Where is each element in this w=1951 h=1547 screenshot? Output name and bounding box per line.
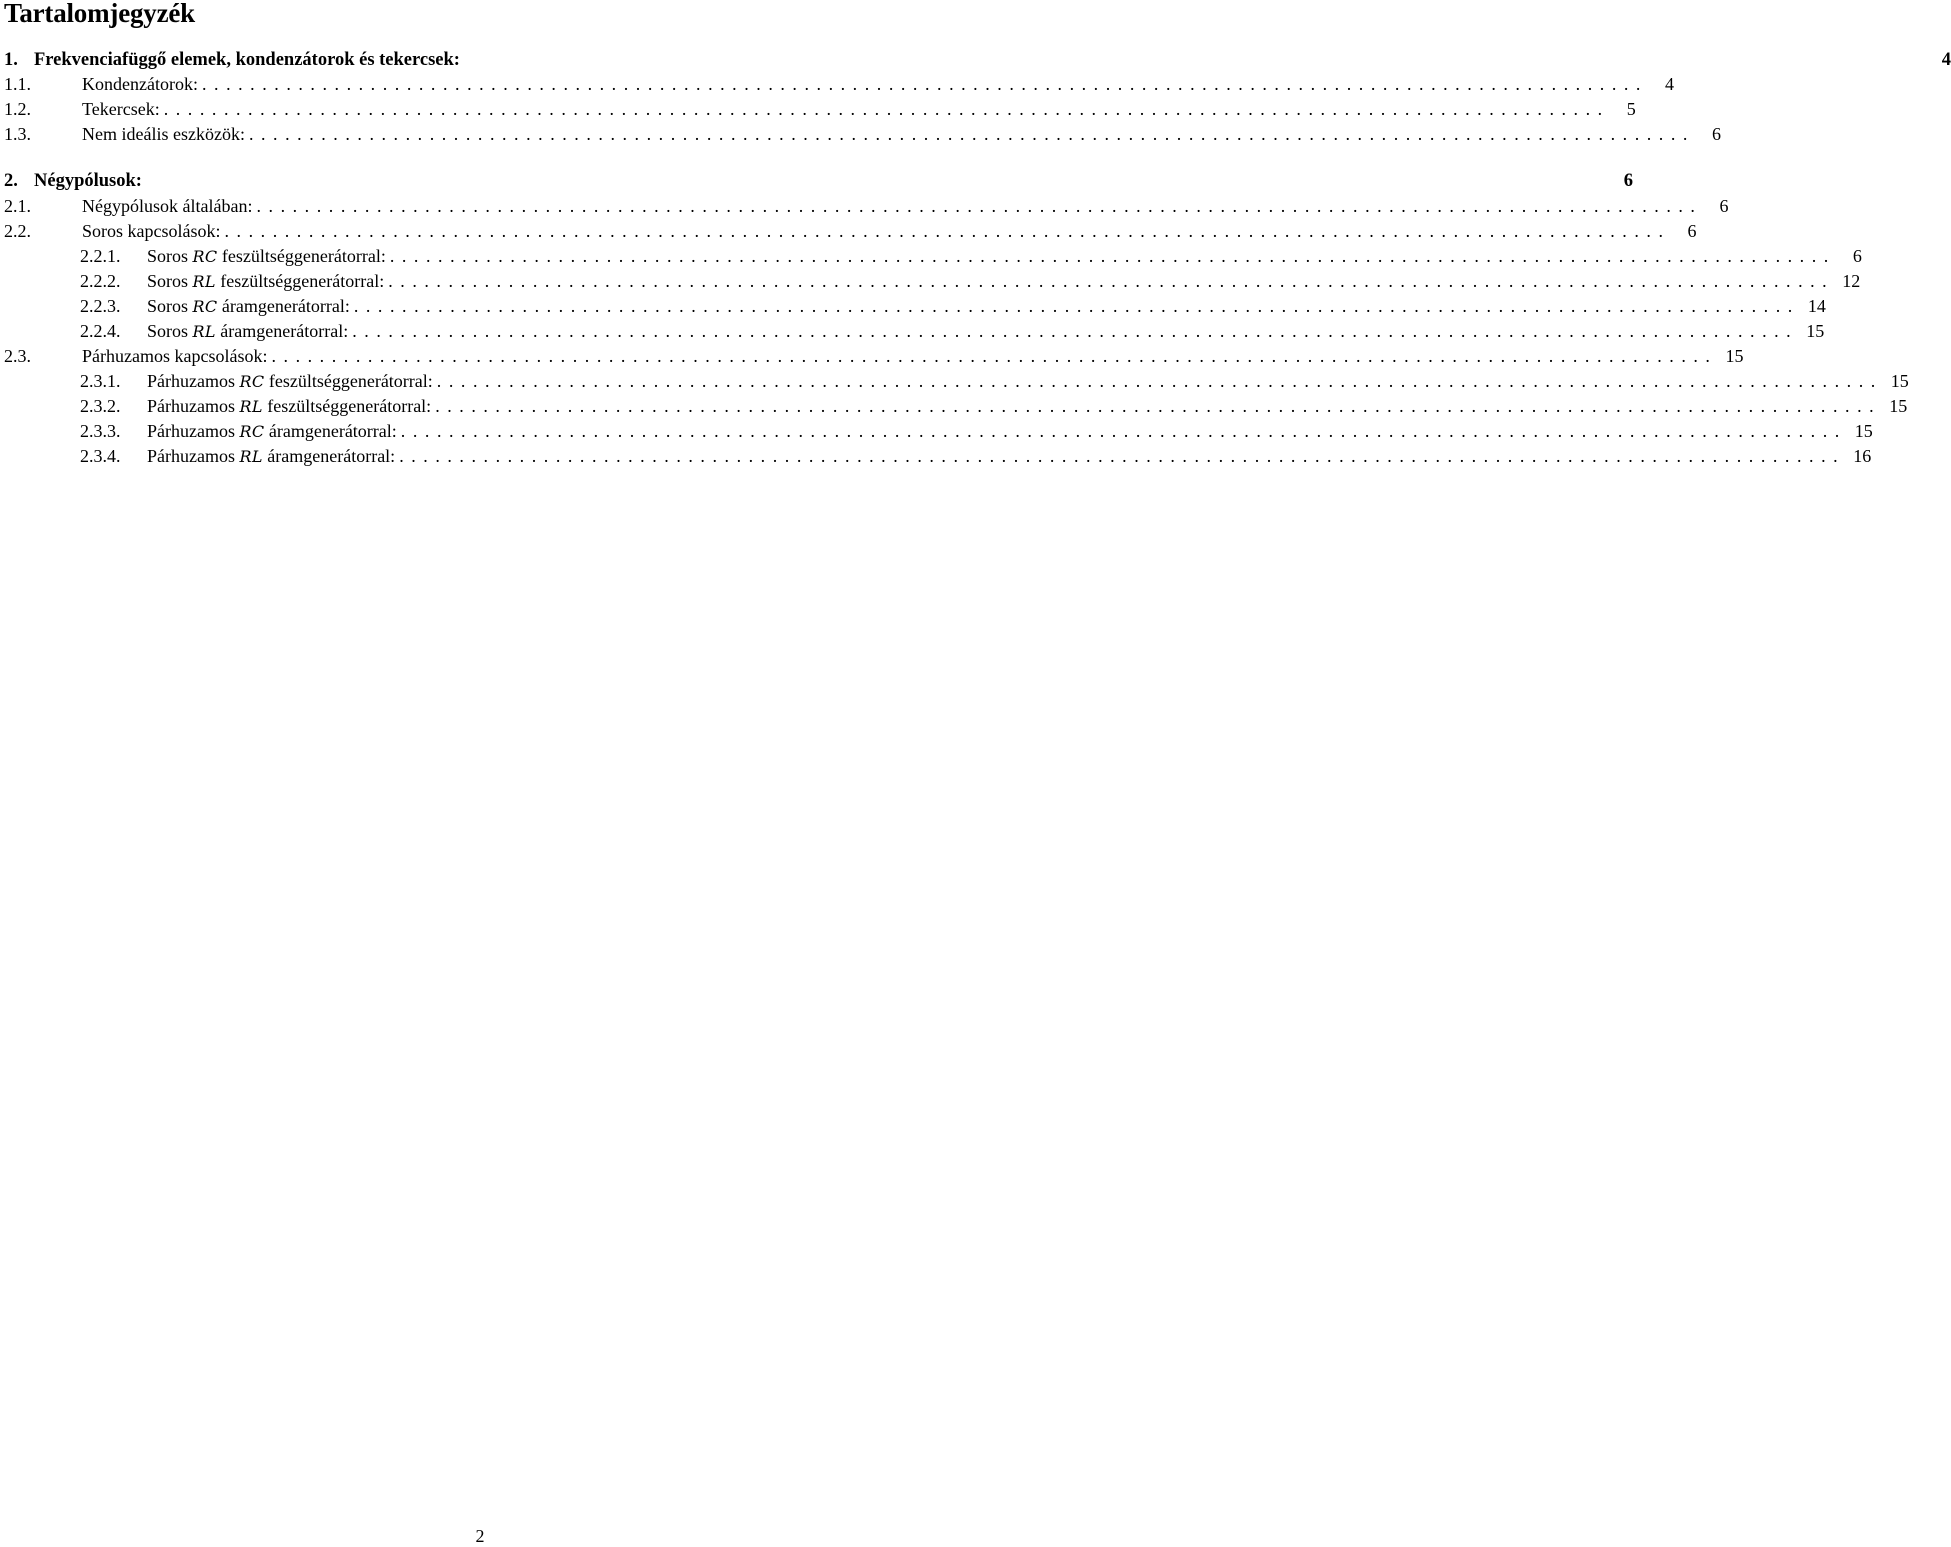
page-title: Tartalomjegyzék xyxy=(4,0,195,28)
toc-dot-leader: ........................................................................................................................ xyxy=(353,296,1800,316)
toc-entry-number: 2.2.2. xyxy=(80,271,121,291)
toc-entry-number: 2.2.3. xyxy=(80,296,121,316)
toc-entry-title-suffix: feszültséggenerátorral: xyxy=(215,271,385,291)
toc-entry-page: 6 xyxy=(1711,124,1721,144)
toc-entry-page: 15 xyxy=(1854,421,1873,441)
toc-entry-title-suffix: feszültséggenerátorral: xyxy=(264,371,433,391)
toc-entry[interactable] xyxy=(4,49,1951,71)
toc-dot-leader: ........................................................................................................................ xyxy=(248,124,1695,144)
toc-dot-leader: ........................................................................................................................ xyxy=(400,421,1847,441)
toc-entry-number: 2.3.3. xyxy=(80,421,121,441)
toc-entry-title-suffix: áramgenerátorral: xyxy=(264,421,397,441)
toc-entry-number: 2.2.4. xyxy=(80,321,121,341)
toc-entry-math: RL xyxy=(239,447,263,466)
toc-entry-number: 1.3. xyxy=(4,124,31,144)
toc-entry-page: 15 xyxy=(1889,396,1908,416)
toc-entry-title: Tekercsek: xyxy=(82,99,160,119)
toc-entry[interactable] xyxy=(4,345,1744,367)
toc-entry-title: Frekvenciafüggő elemek, kondenzátorok és tekercsek: xyxy=(34,50,460,70)
toc-entry-title-prefix: Párhuzamos xyxy=(147,371,240,391)
toc-entry-math: RC xyxy=(192,247,218,266)
toc-entry[interactable] xyxy=(4,73,1674,95)
toc-entry-math: RL xyxy=(239,397,263,416)
toc-entry-math: RC xyxy=(239,422,265,441)
toc-entry-title: Párhuzamos kapcsolások: xyxy=(82,346,268,366)
toc-entry[interactable] xyxy=(80,395,1908,417)
toc-entry-page: 6 xyxy=(1852,246,1862,266)
toc-entry-page: 6 xyxy=(1687,221,1697,241)
toc-entry[interactable] xyxy=(80,445,1872,467)
toc-entry-title-prefix: Soros xyxy=(147,321,193,341)
toc-entry-page: 12 xyxy=(1842,271,1861,291)
toc-entry-math: RL xyxy=(192,322,216,341)
toc-entry-title-suffix: feszültséggenerátorral: xyxy=(217,246,386,266)
toc-entry-title xyxy=(147,295,350,318)
toc-entry-title xyxy=(147,420,397,443)
toc-entry-number: 2.3.2. xyxy=(80,396,121,416)
toc-entry-number: 2.3.4. xyxy=(80,446,121,466)
toc-entry-number: 2.2. xyxy=(4,221,31,241)
toc-entry-page: 15 xyxy=(1725,346,1744,366)
toc-entry-title: Négypólusok: xyxy=(34,171,142,191)
toc-entry-math: RC xyxy=(192,297,218,316)
toc-entry[interactable] xyxy=(4,170,1633,192)
toc-entry-title-prefix: Soros xyxy=(147,246,193,266)
toc-entry[interactable] xyxy=(4,195,1729,217)
toc-dot-leader: ........................................................................................................................ xyxy=(436,371,1883,391)
toc-dot-leader: ........................................................................................................................ xyxy=(389,246,1836,266)
toc-entry-page: 4 xyxy=(1941,50,1951,70)
toc-entry-title-suffix: áramgenerátorral: xyxy=(215,321,349,341)
toc-entry[interactable] xyxy=(4,123,1721,145)
toc-entry-title: Nem ideális eszközök: xyxy=(82,124,245,144)
toc-entry-title xyxy=(147,320,348,343)
page-number: 2 xyxy=(475,1526,485,1546)
toc-entry-number: 2.1. xyxy=(4,196,31,216)
toc-entry-number: 1.2. xyxy=(4,99,31,119)
toc-dot-leader: ........................................................................................................................ xyxy=(388,271,1835,291)
toc-entry-page: 16 xyxy=(1853,446,1872,466)
toc-dot-leader: ........................................................................................................................ xyxy=(163,99,1610,119)
toc-entry-number: 2.2.1. xyxy=(80,246,121,266)
toc-dot-leader: ........................................................................................................................ xyxy=(271,346,1718,366)
toc-entry[interactable] xyxy=(80,245,1862,267)
toc-entry-title-prefix: Párhuzamos xyxy=(147,446,240,466)
toc-entry-page: 6 xyxy=(1623,171,1633,191)
toc-entry-page: 4 xyxy=(1664,74,1674,94)
toc-entry-math: RC xyxy=(239,372,265,391)
toc-entry-title xyxy=(147,445,395,468)
toc-dot-leader: ........................................................................................................................ xyxy=(399,446,1846,466)
toc-entry-number: 2. xyxy=(4,171,18,191)
toc-entry[interactable] xyxy=(4,98,1636,120)
toc-entry-number: 2.3.1. xyxy=(80,371,121,391)
toc-entry-number: 2.3. xyxy=(4,346,31,366)
toc-entry-page: 15 xyxy=(1890,371,1909,391)
toc-entry-title-suffix: áramgenerátorral: xyxy=(217,296,350,316)
toc-entry-title-prefix: Párhuzamos xyxy=(147,421,240,441)
toc-dot-leader: ........................................................................................................................ xyxy=(352,321,1799,341)
toc-entry-title-prefix: Soros xyxy=(147,271,193,291)
toc-entry-title-prefix: Soros xyxy=(147,296,193,316)
toc-entry-math: RL xyxy=(192,272,216,291)
toc-entry-page: 5 xyxy=(1626,99,1636,119)
toc-entry-number: 1.1. xyxy=(4,74,31,94)
toc-entry-number: 1. xyxy=(4,50,18,70)
toc-entry[interactable] xyxy=(80,320,1825,342)
toc-entry[interactable] xyxy=(4,220,1697,242)
toc-entry-title xyxy=(147,395,431,418)
toc-entry-title-prefix: Párhuzamos xyxy=(147,396,240,416)
toc-entry[interactable] xyxy=(80,420,1873,442)
toc-entry[interactable] xyxy=(80,370,1909,392)
toc-entry-page: 14 xyxy=(1807,296,1826,316)
toc-entry-title-suffix: feszültséggenerátorral: xyxy=(262,396,432,416)
toc-dot-leader: ........................................................................................................................ xyxy=(256,196,1703,216)
toc-entry-title xyxy=(147,245,386,268)
toc-entry-title: Négypólusok általában: xyxy=(82,196,253,216)
toc-entry[interactable] xyxy=(80,295,1826,317)
toc-entry-title: Kondenzátorok: xyxy=(82,74,198,94)
toc-entry-title xyxy=(147,270,384,293)
toc-entry-page: 6 xyxy=(1719,196,1729,216)
toc-entry-page: 15 xyxy=(1806,321,1825,341)
toc-entry-title-suffix: áramgenerátorral: xyxy=(262,446,396,466)
toc-entry-title xyxy=(147,370,433,393)
toc-entry[interactable] xyxy=(80,270,1861,292)
toc-entry-title: Soros kapcsolások: xyxy=(82,221,221,241)
toc-dot-leader: ........................................................................................................................ xyxy=(435,396,1882,416)
toc-dot-leader: ........................................................................................................................ xyxy=(201,74,1648,94)
toc-dot-leader: ........................................................................................................................ xyxy=(224,221,1671,241)
